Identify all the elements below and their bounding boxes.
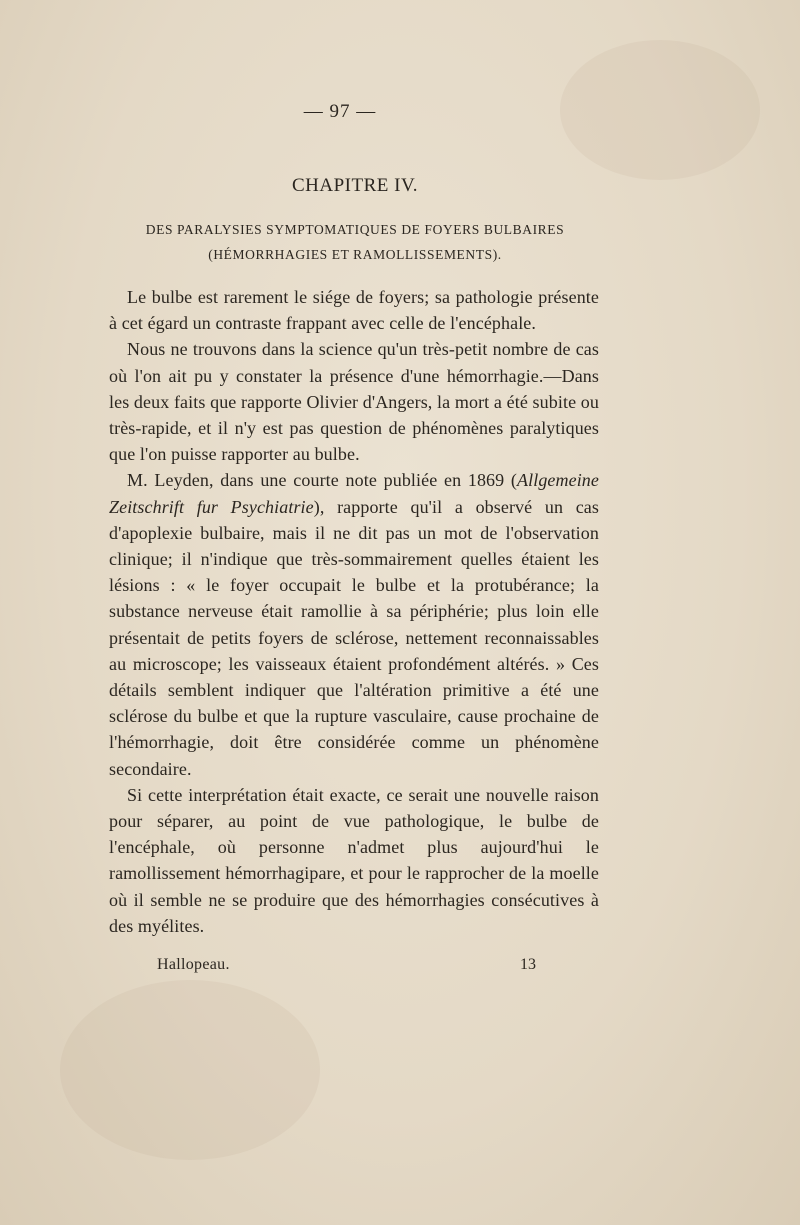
body-text	[109, 284, 599, 939]
paragraph-4: Si cette interprétation était exacte, ce serait une nouvelle raison pour séparer, au point de vue pathologique, le bulbe de l'encéphale, où personne n'admet plus aujourd'hui le ramollissement hémorrhagipare, et pour le rapprocher de la moelle où il semble ne se produire que des hémorrhagies consécutives à des myélites.	[109, 784, 599, 936]
paragraph-3	[109, 467, 599, 781]
page-number: — 97 —	[303, 101, 377, 122]
paragraph-3-end: ), rapporte qu'il a observé un cas d'apoplexie bulbaire, mais il ne dit pas un mot de l'observation clinique; il n'indique que très-sommairement quelles étaient les lésions : « le foyer occupait le bulbe et la protubérance; la substance nerveuse était ramollie à sa périphérie; plus loin elle présentait de petits foyers de sclérose, nettement reconnaissables au microscope; les vaisseaux étaient profondément altérés. » Ces détails semblent indiquer que l'altération primitive a été une sclérose du bulbe et que la rupture vasculaire, cause prochaine de l'hémorrhagie, doit être considérée comme un phénomène secondaire.	[109, 496, 599, 779]
footer-signature-mark: 13	[520, 956, 536, 973]
paragraph-1: Le bulbe est rarement le siége de foyers; sa pathologie présente à cet égard un contraste frappant avec celle de l'encéphale.	[109, 287, 599, 334]
paragraph-2: Nous ne trouvons dans la science qu'un très-petit nombre de cas où l'on ait pu y constater la présence d'une hémorrhagie.—Dans les deux faits que rapporte Olivier d'Angers, la mort a été subite ou très-rapide, et il n'y est pas question de phénomènes paralytiques que l'on puisse rapporter au bulbe.	[109, 339, 599, 465]
footer-author: Hallopeau.	[157, 956, 230, 973]
paragraph-3-start: M. Leyden, dans une courte note publiée en 1869 (	[127, 470, 518, 491]
chapter-title: CHAPITRE IV.	[292, 175, 418, 196]
journal-title: Allgemeine Zeitschrift fur Psychiatrie	[109, 470, 599, 517]
chapter-subtitle-line-2: (HÉMORRHAGIES ET RAMOLLISSEMENTS).	[208, 247, 502, 262]
chapter-subtitle-line-1: DES PARALYSIES SYMPTOMATIQUES DE FOYERS BULBAIRES	[145, 222, 565, 237]
paper-stain	[60, 980, 320, 1160]
chapter-subtitle	[120, 217, 590, 267]
